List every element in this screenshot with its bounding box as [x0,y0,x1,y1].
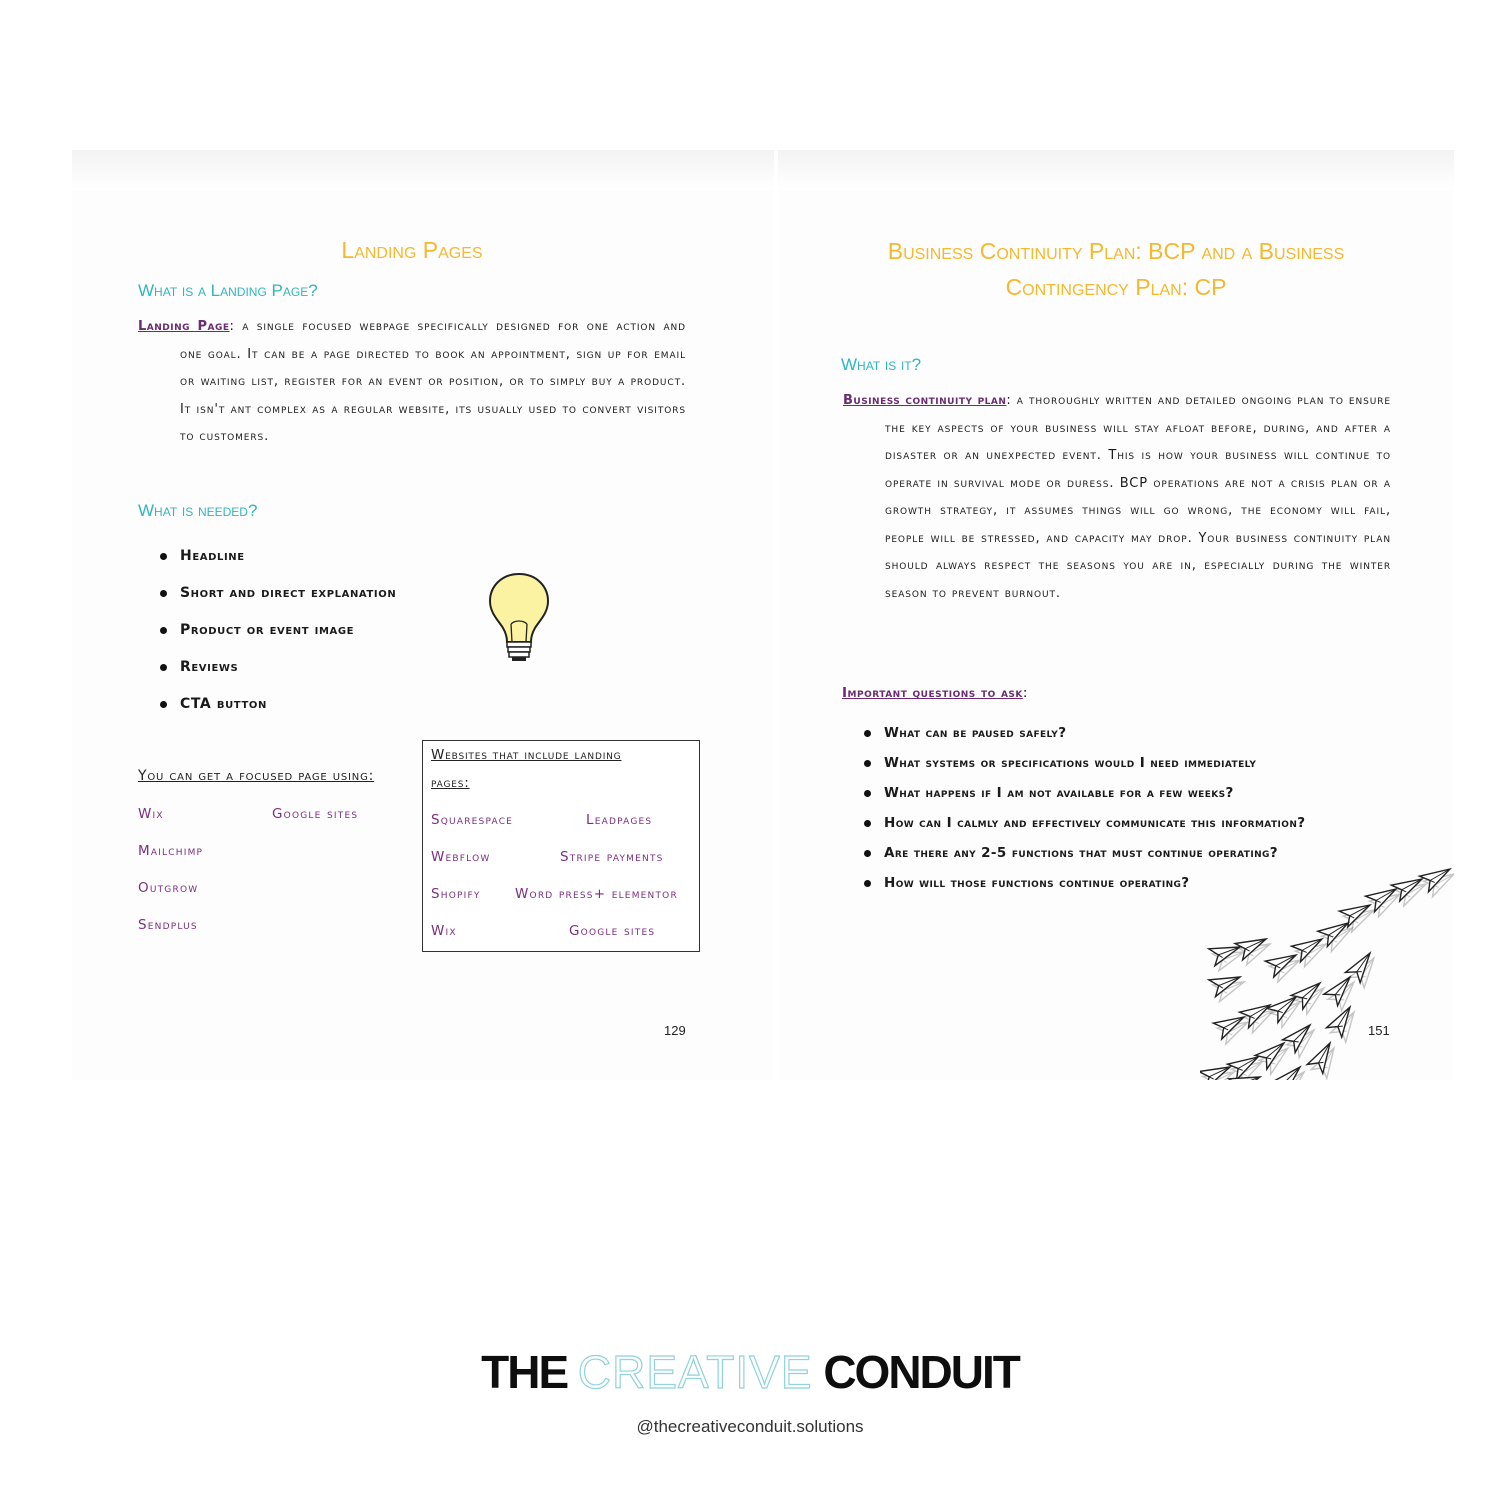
focused-page-label: You can get a focused page using: [138,768,375,784]
page-number: 129 [664,1023,686,1038]
box-heading: pages: [431,775,470,791]
list-item: Short and direct explanation [160,583,396,620]
definition-text: : a single focused webpage specifically designed for one action and one goal. It can be a page directed to book an appointment, sign up for email or waiting list, register for an event or position, or to simply buy a product. It isn't ant complex as a regular website, its usually used to convert visitors to customers. [180,319,686,444]
list-item: CTA button [160,694,396,731]
questions-heading [842,685,1028,701]
section-heading: What is it? [841,355,922,374]
definition-paragraph [843,387,1391,607]
tool-name: Wix [138,806,164,822]
brand-word: CREATIVE [577,1346,813,1398]
list-item: How will those functions continue operating? [864,873,1305,903]
list-item: Are there any 2-5 functions that must continue operating? [864,843,1305,873]
page-title: Landing Pages [341,237,483,263]
list-item: What systems or specifications would I need immediately [864,753,1305,783]
tool-name: Mailchimp [138,843,204,859]
site-name: Shopify [431,886,481,902]
list-item: Reviews [160,657,396,694]
brand-logo [0,1345,1500,1399]
needed-list [160,546,396,731]
site-name: Google sites [569,923,656,939]
landing-sites-box [422,740,700,952]
list-item: What happens if I am not available for a few weeks? [864,783,1305,813]
list-item: Product or event image [160,620,396,657]
page-shadow [72,150,774,190]
site-name: Leadpages [586,812,653,828]
list-item: How can I calmly and effectively communicate this information? [864,813,1305,843]
section-heading: What is needed? [138,501,258,520]
brand-word: CONDUIT [823,1346,1019,1398]
page-title: Business Continuity Plan: BCP and a Business [887,238,1345,264]
questions-label: Important questions to ask [842,685,1023,701]
definition-term: Business continuity plan [843,393,1007,408]
site-name: Webflow [431,849,491,865]
page-number: 151 [1368,1023,1390,1038]
social-handle: @thecreativeconduit.solutions [636,1417,864,1436]
site-name: Stripe payments [560,849,664,865]
site-name: Squarespace [431,812,514,828]
definition-text: : a thoroughly written and detailed ongoing plan to ensure the key aspects of your business will stay afloat before, during, and after a disaster or an unexpected event. This is how your business will continue to operate in survival mode or duress. BCP operations are not a crisis plan or a growth strategy, it assumes things will go wrong, the economy will fail, people will be stressed, and capacity may drop. Your business continuity plan should always respect the seasons you are in, especially during the winter season to prevent burnout. [885,393,1391,601]
tool-name: Outgrow [138,880,199,896]
paper-planes-icon [1200,855,1454,1080]
list-item: What can be paused safely? [864,723,1305,753]
section-heading: What is a Landing Page? [138,281,318,300]
definition-paragraph [138,313,686,451]
list-item: Headline [160,546,396,583]
lightbulb-icon [484,568,554,664]
box-heading: Websites that include landing [431,747,622,763]
definition-term: Landing Page [138,319,230,334]
page-title: Contingency Plan: CP [1005,274,1227,300]
brand-word: THE [481,1346,568,1398]
questions-colon: : [1022,685,1028,701]
tool-name: Google sites [272,806,359,822]
site-name: Wix [431,923,457,939]
page-shadow [778,150,1454,190]
tool-name: Sendplus [138,917,198,933]
site-name: Word press+ elementor [515,886,678,902]
